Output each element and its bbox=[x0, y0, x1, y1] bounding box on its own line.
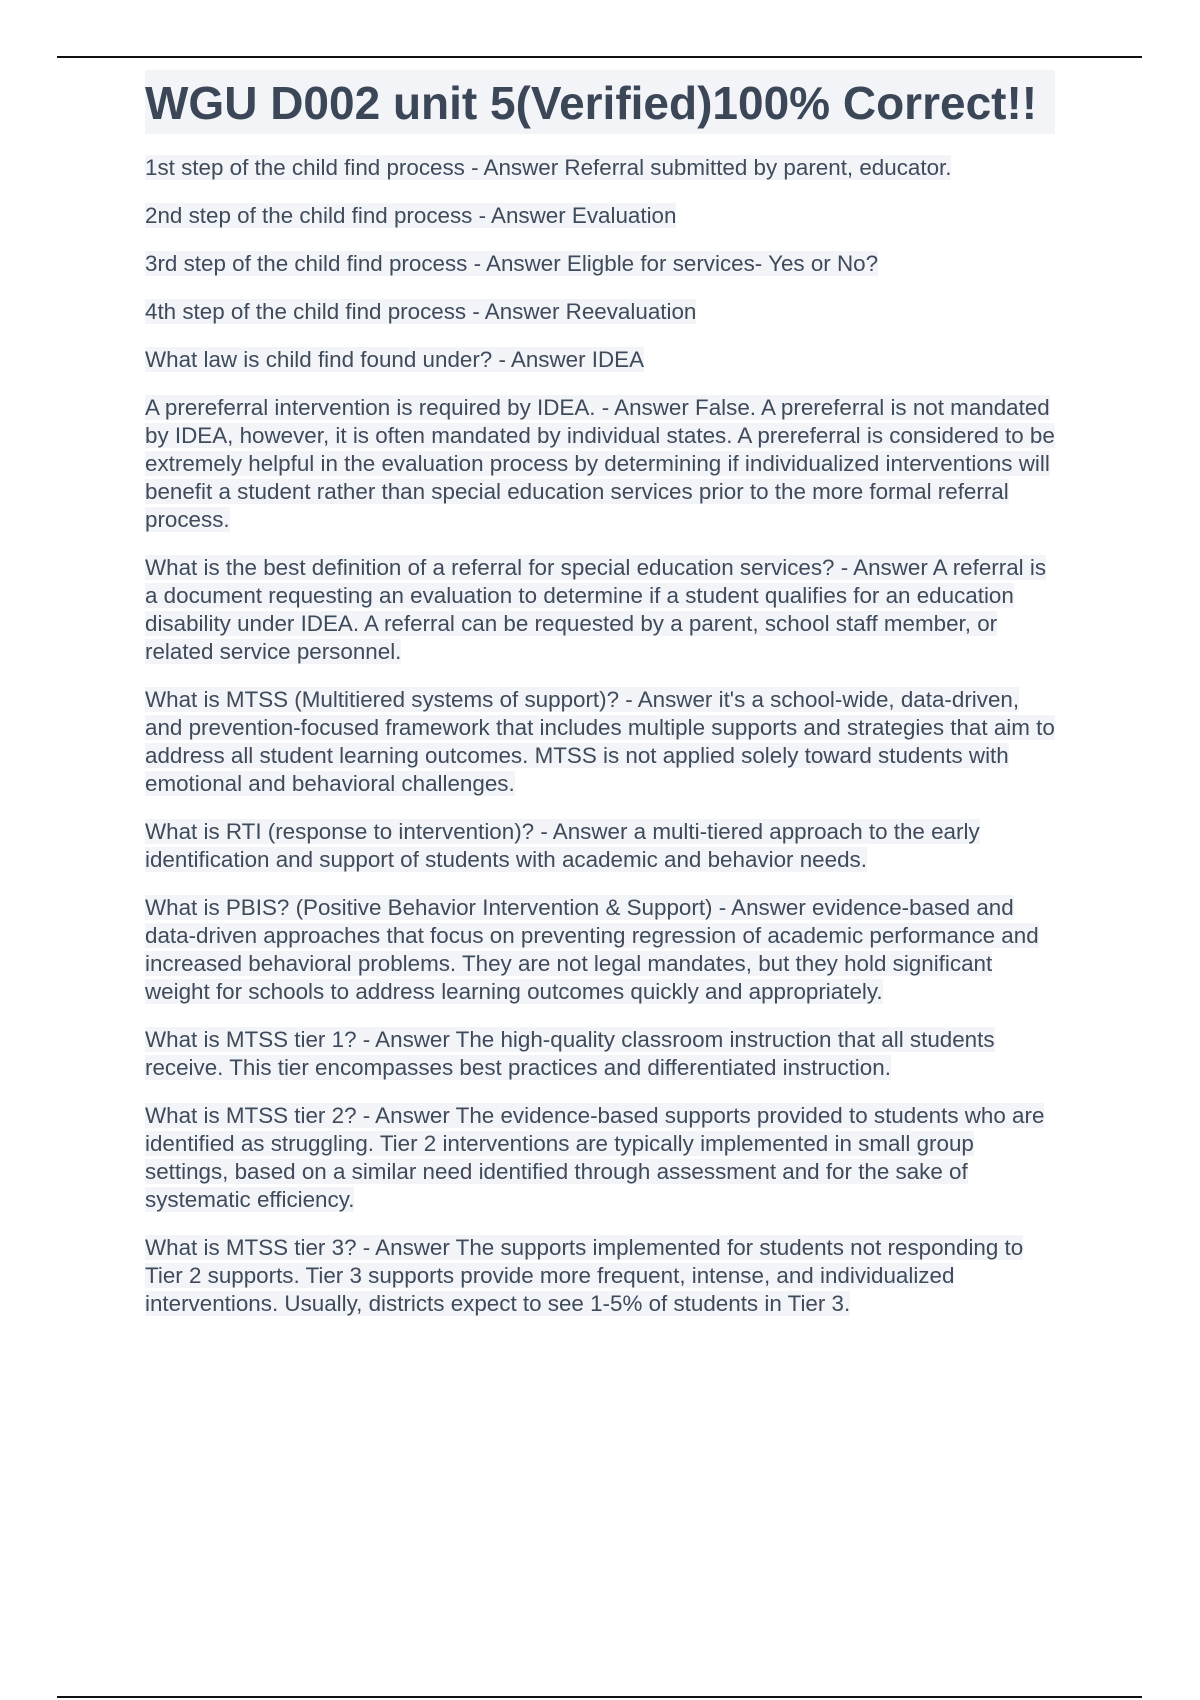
qa-item: What is MTSS tier 2? - Answer The evidence-based supports provided to students who are identified as struggling. Tier 2 interventions are typically implemented in small group settings, based on a similar need identified through assessment and for the sake of systematic efficiency. bbox=[145, 1103, 1045, 1212]
title-block bbox=[145, 70, 1055, 134]
bottom-divider bbox=[57, 1696, 1142, 1698]
qa-item: 4th step of the child find process - Answer Reevaluation bbox=[145, 299, 697, 324]
qa-item: What is PBIS? (Positive Behavior Intervention & Support) - Answer evidence-based and data-driven approaches that focus on preventing regression of academic performance and increased behavioral problems. They are not legal mandates, but they hold significant weight for schools to address learning outcomes quickly and appropriately. bbox=[145, 895, 1039, 1004]
qa-item: What is MTSS tier 3? - Answer The supports implemented for students not responding to Tier 2 supports. Tier 3 supports provide more frequent, intense, and individualized interventions. Usually, districts expect to see 1-5% of students in Tier 3. bbox=[145, 1235, 1024, 1316]
qa-item: What is the best definition of a referral for special education services? - Answer A referral is a document requesting an evaluation to determine if a student qualifies for an education disability under IDEA. A referral can be requested by a parent, school staff member, or related service personnel. bbox=[145, 555, 1047, 664]
qa-item: A prereferral intervention is required by IDEA. - Answer False. A prereferral is not mandated by IDEA, however, it is often mandated by individual states. A prereferral is considered to be extremely helpful in the evaluation process by determining if individualized interventions will benefit a student rather than special education services prior to the more formal referral process. bbox=[145, 395, 1055, 532]
page-title: WGU D002 unit 5(Verified)100% Correct!! bbox=[145, 77, 1038, 129]
qa-item: 2nd step of the child find process - Answer Evaluation bbox=[145, 203, 677, 228]
qa-item: What is MTSS (Multitiered systems of support)? - Answer it's a school-wide, data-driven, and prevention-focused framework that includes multiple supports and strategies that aim to address all student learning outcomes. MTSS is not applied solely toward students with emotional and behavioral challenges. bbox=[145, 687, 1055, 796]
top-divider bbox=[57, 56, 1142, 58]
qa-item: What is RTI (response to intervention)? - Answer a multi-tiered approach to the early identification and support of students with academic and behavior needs. bbox=[145, 819, 980, 872]
document-body bbox=[145, 70, 1055, 1338]
qa-item: What law is child find found under? - Answer IDEA bbox=[145, 347, 645, 372]
qa-item: 3rd step of the child find process - Answer Eligble for services- Yes or No? bbox=[145, 251, 879, 276]
qa-item: 1st step of the child find process - Answer Referral submitted by parent, educator. bbox=[145, 155, 952, 180]
qa-item: What is MTSS tier 1? - Answer The high-quality classroom instruction that all students receive. This tier encompasses best practices and differentiated instruction. bbox=[145, 1027, 995, 1080]
